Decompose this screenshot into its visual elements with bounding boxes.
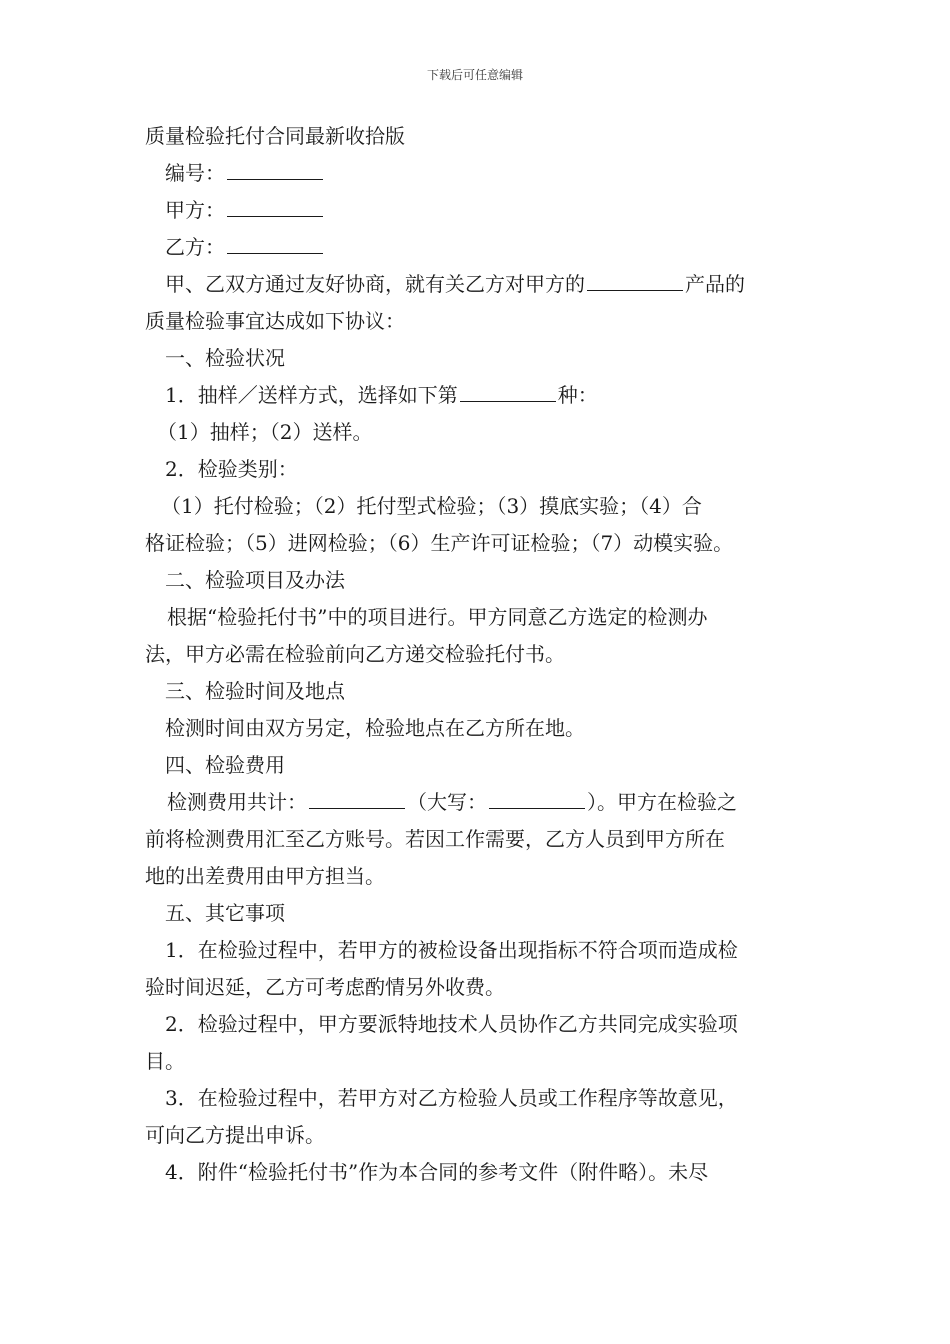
fee-capital-blank	[489, 784, 585, 809]
party-a-blank	[227, 192, 323, 217]
section-1-item-1-options: （1）抽样；（2）送样。	[157, 420, 373, 444]
section-5-heading: 五、其它事项	[165, 901, 285, 925]
section-3-line-1: 检测时间由双方另定，检验地点在乙方所在地。	[165, 716, 585, 740]
number-field	[145, 155, 815, 192]
number-blank	[227, 155, 323, 180]
section-5-item-3-line-1: 3．在检验过程中，若甲方对乙方检验人员或工作程序等故意见，	[165, 1086, 738, 1110]
section-5-item-1-line-2: 验时间迟延，乙方可考虑酌情另外收费。	[145, 975, 505, 999]
section-1-item-2-line-2: 格证检验；（5）进网检验；（6）生产许可证检验；（7）动模实验。	[145, 531, 734, 555]
section-4-line-2: 前将检测费用汇至乙方账号。若因工作需要，乙方人员到甲方所在	[145, 827, 725, 851]
section-4-heading: 四、检验费用	[165, 753, 285, 777]
sampling-text-b: 种：	[557, 383, 598, 407]
intro-text-b: 产品的	[685, 272, 745, 296]
section-1-item-2-line-1: （1）托付检验；（2）托付型式检验；（3）摸底实验；（4）合	[161, 494, 702, 518]
party-b-field	[145, 229, 815, 266]
section-5-item-1-line-1: 1．在检验过程中，若甲方的被检设备出现指标不符合项而造成检	[165, 938, 738, 962]
section-2-line-1: 根据“检验托付书”中的项目进行。甲方同意乙方选定的检测办	[167, 605, 708, 629]
section-5-item-3-line-2: 可向乙方提出申诉。	[145, 1123, 325, 1147]
section-1-heading: 一、检验状况	[165, 346, 285, 370]
fee-text-a: 检测费用共计：	[167, 790, 307, 814]
section-4-line-3: 地的出差费用由甲方担当。	[145, 864, 385, 888]
fee-text-b: （大写：	[407, 790, 487, 814]
sampling-blank	[460, 377, 556, 402]
section-2-heading: 二、检验项目及办法	[165, 568, 345, 592]
section-5-item-2-line-2: 目。	[145, 1049, 185, 1073]
section-3-heading: 三、检验时间及地点	[165, 679, 345, 703]
party-b-blank	[227, 229, 323, 254]
section-2-line-2: 法，甲方必需在检验前向乙方递交检验托付书。	[145, 642, 565, 666]
product-blank	[587, 266, 683, 291]
number-label: 编号：	[165, 161, 225, 185]
party-a-field	[145, 192, 815, 229]
sampling-text-a: 1．抽样／送样方式，选择如下第	[165, 383, 458, 407]
intro-text-a: 甲、乙双方通过友好协商，就有关乙方对甲方的	[165, 272, 585, 296]
party-b-label: 乙方：	[165, 235, 225, 259]
section-5-item-2-line-1: 2．检验过程中，甲方要派特地技术人员协作乙方共同完成实验项	[165, 1012, 738, 1036]
fee-amount-blank	[309, 784, 405, 809]
contract-document	[145, 118, 815, 1191]
section-5-item-4-line-1: 4．附件“检验托付书”作为本合同的参考文件（附件略）。未尽	[165, 1160, 709, 1184]
section-1-item-1	[145, 377, 815, 414]
document-title: 质量检验托付合同最新收拾版	[145, 124, 405, 148]
intro-line-2: 质量检验事宜达成如下协议：	[145, 309, 405, 333]
page-header-note: 下载后可任意编辑	[426, 68, 523, 82]
section-4-line-1	[145, 784, 815, 821]
section-1-item-2: 2．检验类别：	[165, 457, 298, 481]
intro-line-1	[145, 266, 815, 303]
party-a-label: 甲方：	[165, 198, 225, 222]
fee-text-c: ）。甲方在检验之	[587, 790, 737, 814]
